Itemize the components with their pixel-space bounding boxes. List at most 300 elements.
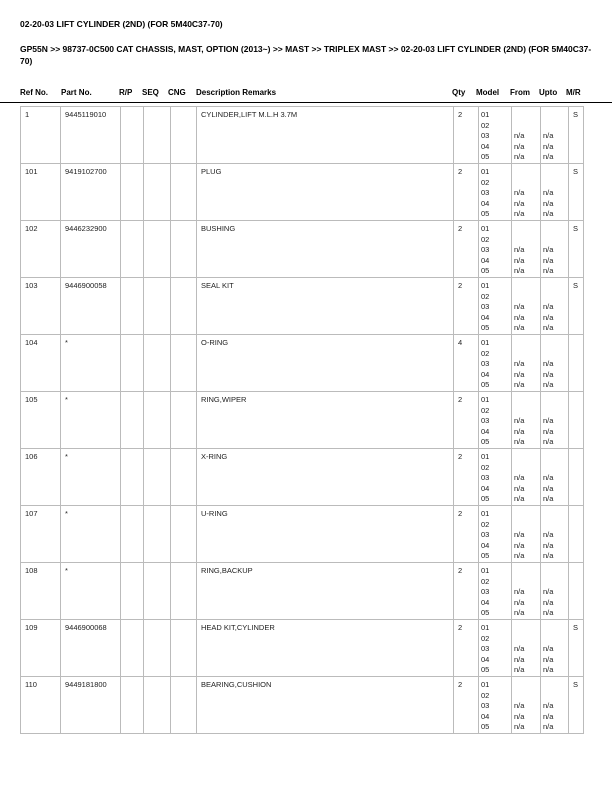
- from-value: [514, 167, 536, 178]
- models-value: 04: [481, 540, 490, 550]
- part-no: 9446232900: [61, 221, 121, 278]
- upto-value: n/a: [543, 323, 554, 332]
- ref-no: 106: [21, 449, 61, 506]
- from-value: n/a: [514, 722, 525, 731]
- from-value: n/a: [514, 198, 525, 208]
- model-list: [479, 392, 512, 449]
- from-value: n/a: [514, 209, 525, 218]
- description: BUSHING: [197, 221, 454, 278]
- qty: 2: [454, 563, 479, 620]
- rp-cell: [121, 221, 144, 278]
- description: CYLINDER,LIFT M.L.H 3.7M: [197, 107, 454, 164]
- seq-cell: [144, 107, 171, 164]
- description: X-RING: [197, 449, 454, 506]
- upto-list: [541, 620, 569, 677]
- ref-no: 109: [21, 620, 61, 677]
- models-value: 04: [481, 483, 490, 493]
- part-no: 9446900058: [61, 278, 121, 335]
- upto-value: n/a: [543, 540, 554, 550]
- part-no: *: [61, 506, 121, 563]
- part-no: *: [61, 392, 121, 449]
- upto-value: n/a: [543, 255, 554, 265]
- upto-list: [541, 392, 569, 449]
- from-value: n/a: [514, 654, 525, 664]
- header-model: Model: [476, 88, 500, 97]
- upto-value: [543, 463, 564, 474]
- from-value: n/a: [514, 152, 525, 161]
- description: BEARING,CUSHION: [197, 677, 454, 734]
- from-value: [514, 520, 536, 531]
- upto-value: n/a: [543, 312, 554, 322]
- table-row: [21, 221, 584, 278]
- qty: 2: [454, 221, 479, 278]
- qty: 2: [454, 164, 479, 221]
- upto-value: [543, 634, 564, 645]
- upto-value: [543, 406, 564, 417]
- description: PLUG: [197, 164, 454, 221]
- from-list: [512, 221, 541, 278]
- models-value: 05: [481, 209, 490, 218]
- ref-no: 107: [21, 506, 61, 563]
- table-row: [21, 449, 584, 506]
- part-no: 9445119010: [61, 107, 121, 164]
- upto-value: n/a: [543, 530, 554, 539]
- from-value: n/a: [514, 245, 525, 254]
- models-value: 04: [481, 312, 490, 322]
- table-row: [21, 335, 584, 392]
- cng-cell: [171, 107, 197, 164]
- ref-no: 108: [21, 563, 61, 620]
- upto-list: [541, 278, 569, 335]
- models-value: 04: [481, 141, 490, 151]
- model-list: [479, 335, 512, 392]
- header-mr: M/R: [566, 88, 581, 97]
- rp-cell: [121, 278, 144, 335]
- cng-cell: [171, 563, 197, 620]
- table-row: [21, 392, 584, 449]
- models-value: 01: [481, 167, 490, 176]
- part-no: 9419102700: [61, 164, 121, 221]
- rp-cell: [121, 164, 144, 221]
- seq-cell: [144, 506, 171, 563]
- from-value: n/a: [514, 359, 525, 368]
- upto-value: [543, 167, 564, 178]
- qty: 2: [454, 107, 479, 164]
- rp-cell: [121, 107, 144, 164]
- models-value: 01: [481, 224, 490, 233]
- from-value: [514, 338, 536, 349]
- models-value: 05: [481, 266, 490, 275]
- header-upto: Upto: [539, 88, 558, 97]
- mr: S: [569, 677, 584, 734]
- from-value: [514, 509, 536, 520]
- models-value: 05: [481, 608, 490, 617]
- from-value: [514, 292, 536, 303]
- upto-value: [543, 281, 564, 292]
- models-value: 01: [481, 452, 490, 461]
- table-row: [21, 506, 584, 563]
- from-value: [514, 463, 536, 474]
- cng-cell: [171, 392, 197, 449]
- models-value: 04: [481, 597, 490, 607]
- mr: S: [569, 107, 584, 164]
- upto-list: [541, 449, 569, 506]
- description: U-RING: [197, 506, 454, 563]
- table-row: [21, 677, 584, 734]
- qty: 4: [454, 335, 479, 392]
- from-list: [512, 392, 541, 449]
- qty: 2: [454, 620, 479, 677]
- rp-cell: [121, 620, 144, 677]
- models-value: 05: [481, 665, 490, 674]
- upto-value: [543, 292, 564, 303]
- rp-cell: [121, 392, 144, 449]
- upto-value: n/a: [543, 369, 554, 379]
- ref-no: 102: [21, 221, 61, 278]
- rp-cell: [121, 506, 144, 563]
- rp-cell: [121, 563, 144, 620]
- cng-cell: [171, 620, 197, 677]
- from-value: [514, 691, 536, 702]
- models-value: 04: [481, 426, 490, 436]
- from-value: [514, 178, 536, 189]
- from-list: [512, 278, 541, 335]
- from-value: n/a: [514, 551, 525, 560]
- ref-no: 1: [21, 107, 61, 164]
- upto-value: n/a: [543, 209, 554, 218]
- table-header: [0, 88, 612, 100]
- mr: S: [569, 221, 584, 278]
- from-value: n/a: [514, 369, 525, 379]
- from-value: [514, 406, 536, 417]
- mr: [569, 335, 584, 392]
- header-ref: Ref No.: [20, 88, 48, 97]
- seq-cell: [144, 677, 171, 734]
- from-value: n/a: [514, 437, 525, 446]
- from-value: n/a: [514, 266, 525, 275]
- upto-value: n/a: [543, 473, 554, 482]
- upto-value: [543, 338, 564, 349]
- upto-value: n/a: [543, 302, 554, 311]
- upto-value: n/a: [543, 152, 554, 161]
- header-desc: Description Remarks: [196, 88, 277, 97]
- upto-value: [543, 349, 564, 360]
- from-value: n/a: [514, 312, 525, 322]
- upto-value: n/a: [543, 266, 554, 275]
- models-value: 02: [481, 234, 490, 244]
- qty: 2: [454, 677, 479, 734]
- cng-cell: [171, 278, 197, 335]
- ref-no: 101: [21, 164, 61, 221]
- seq-cell: [144, 335, 171, 392]
- ref-no: 105: [21, 392, 61, 449]
- upto-value: [543, 235, 564, 246]
- models-value: 05: [481, 551, 490, 560]
- table-row: [21, 278, 584, 335]
- from-value: n/a: [514, 711, 525, 721]
- upto-value: n/a: [543, 437, 554, 446]
- model-list: [479, 677, 512, 734]
- models-value: 01: [481, 110, 490, 119]
- upto-value: [543, 520, 564, 531]
- models-value: 04: [481, 711, 490, 721]
- qty: 2: [454, 449, 479, 506]
- part-no: *: [61, 335, 121, 392]
- from-value: n/a: [514, 483, 525, 493]
- models-value: 01: [481, 338, 490, 347]
- model-list: [479, 221, 512, 278]
- header-seq: SEQ: [142, 88, 159, 97]
- upto-value: [543, 452, 564, 463]
- from-value: n/a: [514, 597, 525, 607]
- upto-list: [541, 164, 569, 221]
- model-list: [479, 278, 512, 335]
- from-value: n/a: [514, 644, 525, 653]
- models-value: 03: [481, 473, 490, 482]
- table-row: [21, 164, 584, 221]
- seq-cell: [144, 620, 171, 677]
- header-from: From: [510, 88, 530, 97]
- from-value: n/a: [514, 141, 525, 151]
- description: RING,BACKUP: [197, 563, 454, 620]
- models-value: 05: [481, 323, 490, 332]
- from-value: n/a: [514, 416, 525, 425]
- header-qty: Qty: [452, 88, 466, 97]
- from-value: n/a: [514, 587, 525, 596]
- upto-list: [541, 107, 569, 164]
- models-value: 01: [481, 680, 490, 689]
- from-value: n/a: [514, 255, 525, 265]
- mr: S: [569, 164, 584, 221]
- upto-value: [543, 623, 564, 634]
- models-value: 02: [481, 690, 490, 700]
- model-list: [479, 164, 512, 221]
- upto-value: n/a: [543, 587, 554, 596]
- ref-no: 103: [21, 278, 61, 335]
- from-list: [512, 563, 541, 620]
- models-value: 03: [481, 245, 490, 254]
- models-value: 04: [481, 198, 490, 208]
- models-value: 02: [481, 348, 490, 358]
- table-row: [21, 563, 584, 620]
- models-value: 02: [481, 177, 490, 187]
- cng-cell: [171, 506, 197, 563]
- page-title: 02-20-03 LIFT CYLINDER (2ND) (FOR 5M40C37-70): [20, 19, 223, 29]
- from-value: [514, 349, 536, 360]
- upto-value: n/a: [543, 426, 554, 436]
- models-value: 03: [481, 701, 490, 710]
- seq-cell: [144, 392, 171, 449]
- cng-cell: [171, 449, 197, 506]
- cng-cell: [171, 221, 197, 278]
- qty: 2: [454, 506, 479, 563]
- from-value: [514, 634, 536, 645]
- upto-value: n/a: [543, 608, 554, 617]
- models-value: 03: [481, 587, 490, 596]
- from-value: [514, 566, 536, 577]
- model-list: [479, 506, 512, 563]
- cng-cell: [171, 335, 197, 392]
- models-value: 03: [481, 644, 490, 653]
- upto-value: n/a: [543, 711, 554, 721]
- models-value: 03: [481, 416, 490, 425]
- upto-value: n/a: [543, 141, 554, 151]
- part-no: *: [61, 563, 121, 620]
- mr: [569, 449, 584, 506]
- models-value: 03: [481, 359, 490, 368]
- from-value: [514, 577, 536, 588]
- from-value: n/a: [514, 473, 525, 482]
- models-value: 03: [481, 530, 490, 539]
- from-value: n/a: [514, 426, 525, 436]
- models-value: 02: [481, 462, 490, 472]
- breadcrumb: GP55N >> 98737-0C500 CAT CHASSIS, MAST, OPTION (2013~) >> MAST >> TRIPLEX MAST >> 02-20-03 LIFT CYLINDER (2ND) (FOR 5M40C37-70): [20, 44, 592, 66]
- description: O-RING: [197, 335, 454, 392]
- description: RING,WIPER: [197, 392, 454, 449]
- seq-cell: [144, 278, 171, 335]
- upto-list: [541, 506, 569, 563]
- models-value: 05: [481, 722, 490, 731]
- upto-value: [543, 509, 564, 520]
- upto-value: n/a: [543, 597, 554, 607]
- from-value: n/a: [514, 302, 525, 311]
- upto-value: [543, 691, 564, 702]
- from-value: [514, 121, 536, 132]
- models-value: 03: [481, 188, 490, 197]
- upto-value: [543, 110, 564, 121]
- description: SEAL KIT: [197, 278, 454, 335]
- model-list: [479, 107, 512, 164]
- model-list: [479, 563, 512, 620]
- seq-cell: [144, 221, 171, 278]
- upto-value: [543, 224, 564, 235]
- mr: [569, 563, 584, 620]
- upto-value: [543, 680, 564, 691]
- models-value: 02: [481, 291, 490, 301]
- models-value: 02: [481, 519, 490, 529]
- from-value: [514, 110, 536, 121]
- models-value: 02: [481, 633, 490, 643]
- from-value: [514, 281, 536, 292]
- rp-cell: [121, 677, 144, 734]
- upto-value: n/a: [543, 188, 554, 197]
- mr: [569, 506, 584, 563]
- model-list: [479, 620, 512, 677]
- models-value: 01: [481, 566, 490, 575]
- upto-value: [543, 577, 564, 588]
- from-value: [514, 395, 536, 406]
- from-value: n/a: [514, 131, 525, 140]
- models-value: 05: [481, 437, 490, 446]
- part-no: 9446900068: [61, 620, 121, 677]
- upto-value: n/a: [543, 551, 554, 560]
- models-value: 05: [481, 494, 490, 503]
- upto-value: n/a: [543, 654, 554, 664]
- seq-cell: [144, 563, 171, 620]
- from-value: [514, 224, 536, 235]
- description: HEAD KIT,CYLINDER: [197, 620, 454, 677]
- upto-value: n/a: [543, 644, 554, 653]
- models-value: 01: [481, 281, 490, 290]
- from-value: n/a: [514, 701, 525, 710]
- seq-cell: [144, 164, 171, 221]
- upto-value: [543, 178, 564, 189]
- from-value: n/a: [514, 188, 525, 197]
- header-rp: R/P: [119, 88, 133, 97]
- upto-value: n/a: [543, 416, 554, 425]
- from-value: [514, 623, 536, 634]
- from-value: [514, 680, 536, 691]
- mr: S: [569, 278, 584, 335]
- upto-value: n/a: [543, 380, 554, 389]
- qty: 2: [454, 278, 479, 335]
- from-value: n/a: [514, 530, 525, 539]
- ref-no: 104: [21, 335, 61, 392]
- upto-value: n/a: [543, 722, 554, 731]
- models-value: 01: [481, 395, 490, 404]
- from-value: n/a: [514, 665, 525, 674]
- from-value: [514, 235, 536, 246]
- from-value: n/a: [514, 540, 525, 550]
- mr: [569, 392, 584, 449]
- upto-value: [543, 121, 564, 132]
- upto-value: n/a: [543, 198, 554, 208]
- from-list: [512, 677, 541, 734]
- from-value: n/a: [514, 608, 525, 617]
- models-value: 02: [481, 576, 490, 586]
- upto-value: n/a: [543, 131, 554, 140]
- from-value: n/a: [514, 494, 525, 503]
- part-no: *: [61, 449, 121, 506]
- from-value: n/a: [514, 380, 525, 389]
- from-list: [512, 335, 541, 392]
- part-no: 9449181800: [61, 677, 121, 734]
- models-value: 03: [481, 131, 490, 140]
- cng-cell: [171, 677, 197, 734]
- from-list: [512, 164, 541, 221]
- upto-list: [541, 677, 569, 734]
- models-value: 05: [481, 380, 490, 389]
- from-list: [512, 506, 541, 563]
- ref-no: 110: [21, 677, 61, 734]
- models-value: 02: [481, 120, 490, 130]
- table-row: [21, 107, 584, 164]
- parts-table: [20, 106, 584, 734]
- models-value: 04: [481, 654, 490, 664]
- upto-value: [543, 566, 564, 577]
- table-row: [21, 620, 584, 677]
- upto-value: n/a: [543, 665, 554, 674]
- from-value: n/a: [514, 323, 525, 332]
- header-divider: [0, 102, 612, 103]
- model-list: [479, 449, 512, 506]
- from-list: [512, 620, 541, 677]
- upto-value: n/a: [543, 483, 554, 493]
- models-value: 01: [481, 623, 490, 632]
- upto-value: [543, 395, 564, 406]
- cng-cell: [171, 164, 197, 221]
- upto-value: n/a: [543, 245, 554, 254]
- models-value: 05: [481, 152, 490, 161]
- upto-value: n/a: [543, 494, 554, 503]
- upto-list: [541, 335, 569, 392]
- from-value: [514, 452, 536, 463]
- qty: 2: [454, 392, 479, 449]
- models-value: 04: [481, 369, 490, 379]
- models-value: 03: [481, 302, 490, 311]
- mr: S: [569, 620, 584, 677]
- upto-list: [541, 563, 569, 620]
